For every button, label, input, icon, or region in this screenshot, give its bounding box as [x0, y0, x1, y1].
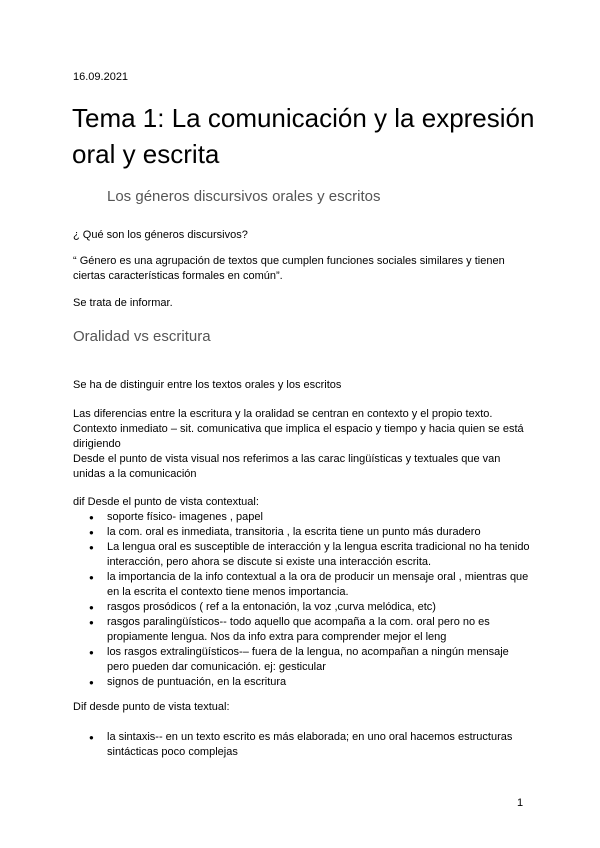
- section-heading: Oralidad vs escritura: [73, 328, 211, 345]
- document-date: 16.09.2021: [73, 71, 129, 83]
- differences-line: Las diferencias entre la escritura y la oralidad se centran en contexto y el propio texto.: [73, 408, 493, 420]
- definition-paragraph: “ Género es una agrupación de textos que cumplen funciones sociales similares y tienen ciertas características formales en común”.: [73, 255, 505, 282]
- list-item: ● rasgos prosódicos ( ref a la entonación, la voz ,curva melódica, etc): [73, 600, 533, 615]
- contextual-heading: dif Desde el punto de vista contextual:: [73, 496, 259, 508]
- textual-list: [73, 730, 533, 760]
- textual-heading: Dif desde punto de vista textual:: [73, 701, 230, 713]
- list-item: ● soporte físico- imagenes , papel: [73, 510, 533, 525]
- question-paragraph: ¿ Qué son los géneros discursivos?: [73, 229, 248, 241]
- list-item: ● la com. oral es inmediata, transitoria , la escrita tiene un punto más duradero: [73, 525, 533, 540]
- page-number: 1: [517, 797, 524, 809]
- list-item: ● la sintaxis-- en un texto escrito es más elaborada; en uno oral hacemos estructuras sintácticas poco complejas: [73, 730, 533, 760]
- distinguish-paragraph: Se ha de distinguir entre los textos orales y los escritos: [73, 379, 342, 391]
- document-subtitle: Los géneros discursivos orales y escritos: [107, 188, 381, 205]
- list-item: ● La lengua oral es susceptible de interacción y la lengua escrita tradicional no ha tenido interacción, pero ahora se discute si existe una interacción escrita.: [73, 540, 533, 570]
- document-title: Tema 1: La comunicación y la expresión oral y escrita: [72, 103, 535, 169]
- list-item: ● los rasgos extralingüísticos-– fuera de la lengua, no acompañan a ningún mensaje pero pueden dar comunicación. ej: gesticular: [73, 645, 533, 675]
- list-item: ● signos de puntuación, en la escritura: [73, 675, 533, 690]
- list-item: ● la importancia de la info contextual a la ora de producir un mensaje oral , mientras que en la escrita el contexto tiene menos importancia.: [73, 570, 533, 600]
- differences-line: Desde el punto de vista visual nos referimos a las carac lingüísticas y textuales que van unidas a la comunicación: [73, 453, 501, 480]
- list-item: ● rasgos paralingüísticos-- todo aquello que acompaña a la com. oral pero no es propiamente lengua. Nos da info extra para comprender mejor el leng: [73, 615, 533, 645]
- differences-block: [73, 407, 529, 482]
- contextual-list: [73, 510, 533, 690]
- purpose-paragraph: Se trata de informar.: [73, 297, 173, 309]
- differences-line: Contexto inmediato – sit. comunicativa que implica el espacio y tiempo y hacia quien se está dirigiendo: [73, 423, 524, 450]
